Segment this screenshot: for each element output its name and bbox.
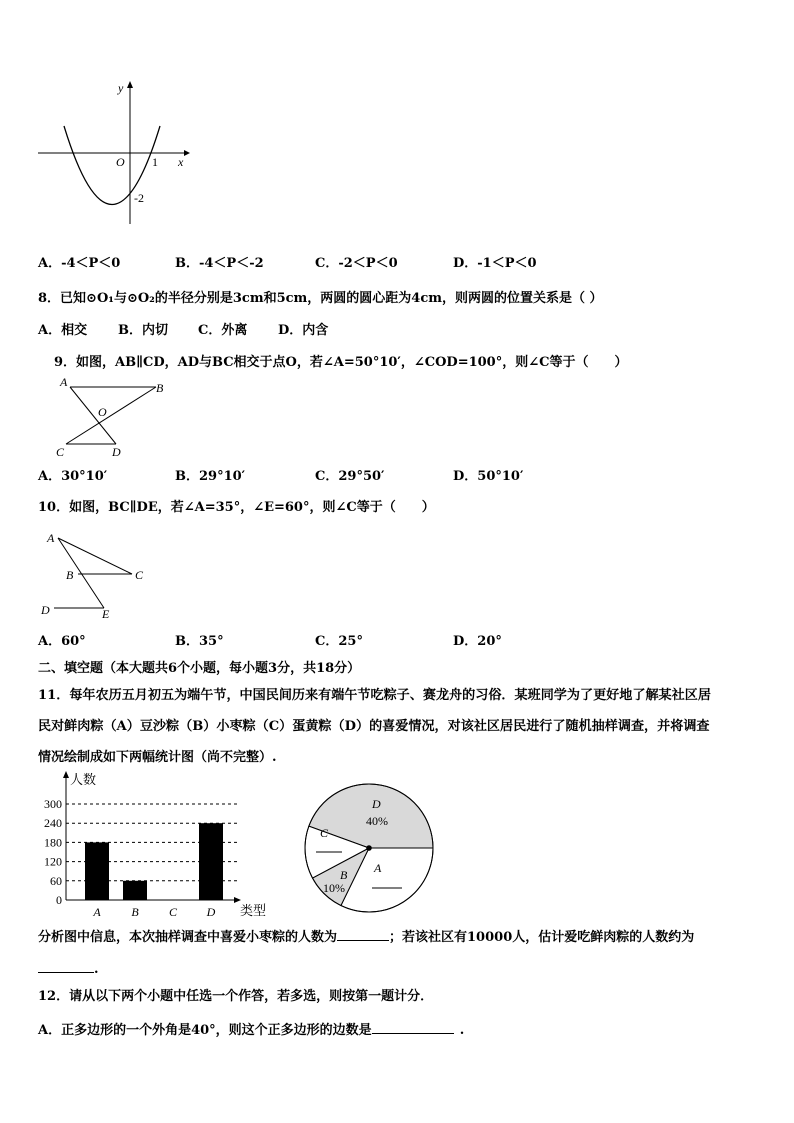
q8-option-b: B．内切 xyxy=(118,323,168,338)
parabola-figure xyxy=(34,78,194,228)
q9-option-c: C．29°50′ xyxy=(315,469,385,484)
label-a: A xyxy=(47,531,55,545)
q9-stem: 9．如图，AB∥CD，AD与BC相交于点O，若∠A=50°10′，∠COD=100°，则∠C等于（ ） xyxy=(54,355,628,370)
answer-blank-3[interactable] xyxy=(372,1019,454,1034)
q9-option-b: B．29°10′ xyxy=(175,469,246,484)
bar-b xyxy=(123,881,147,900)
label-e: E xyxy=(102,607,110,620)
bar-y-tick-label: 240 xyxy=(44,816,62,831)
y-axis-arrow xyxy=(127,81,133,88)
bar-y-axis-arrow xyxy=(63,771,69,778)
q12-part-a-end: . xyxy=(459,1023,465,1038)
pie-label-c: C xyxy=(320,826,329,840)
pie-percent-b: 10% xyxy=(323,881,345,895)
q7-option-a: A．-4＜P＜0 xyxy=(38,256,121,271)
label-d: D xyxy=(112,445,121,459)
x-tick-label: 1 xyxy=(152,155,158,169)
bar-d xyxy=(199,823,223,900)
section-title: 二、填空题（本大题共6个小题，每小题3分，共18分） xyxy=(38,661,361,676)
pie-label-d: D xyxy=(372,797,381,811)
bar-y-tick-label: 300 xyxy=(44,797,62,811)
origin-label: O xyxy=(116,155,125,169)
label-c: C xyxy=(135,568,144,582)
label-d: D xyxy=(41,603,50,617)
q12-part-a xyxy=(38,1019,464,1040)
segment-ad xyxy=(70,387,116,444)
q12-stem: 12．请从以下两个小题中任选一个作答，若多选，则按第一题计分． xyxy=(38,989,434,1004)
bar-category-label: C xyxy=(168,905,178,919)
pie-center-dot xyxy=(366,845,372,851)
q11-question-part-2: ；若该社区有10000人，估计爱吃鲜肉粽的人数约为 xyxy=(389,930,695,945)
bar-category-label: B xyxy=(131,905,139,919)
parabola-curve xyxy=(64,126,160,205)
segment-ae xyxy=(58,538,104,608)
label-b: B xyxy=(66,568,74,582)
q11-question-part-1: 分析图中信息，本次抽样调查中喜爱小枣粽的人数为 xyxy=(38,930,338,945)
q11-line-1: 11．每年农历五月初五为端午节，中国民间历来有端午节吃粽子、赛龙舟的习俗．某班同学为了更好地了解某社区居 xyxy=(38,688,711,703)
q11-question-cont xyxy=(38,958,99,979)
label-b: B xyxy=(156,381,164,395)
q8-option-c: C．外离 xyxy=(198,323,248,338)
answer-blank-1[interactable] xyxy=(337,926,389,941)
q9-figure xyxy=(56,374,172,460)
label-o: O xyxy=(98,405,107,419)
q10-figure xyxy=(36,526,152,620)
bar-y-tick-label: 120 xyxy=(44,854,62,869)
bar-a xyxy=(85,842,109,900)
pie-chart xyxy=(300,780,446,920)
q8-option-d: D．内含 xyxy=(278,323,329,338)
segment-bc xyxy=(66,387,156,444)
pie-label-b: B xyxy=(340,868,348,882)
q10-option-d: D．20° xyxy=(453,634,502,649)
y-axis-label: y xyxy=(118,81,124,95)
x-axis-label: x xyxy=(178,155,184,169)
q11-question xyxy=(38,926,694,947)
bar-chart xyxy=(30,770,280,920)
bar-y-axis-title: 人数 xyxy=(70,772,97,787)
pie-percent-d: 40% xyxy=(366,814,388,828)
bar-y-tick-label: 180 xyxy=(44,835,62,850)
q11-question-end: . xyxy=(94,962,99,977)
bar-category-label: D xyxy=(206,905,216,919)
q7-option-c: C．-2＜P＜0 xyxy=(315,256,398,271)
q10-option-a: A．60° xyxy=(38,634,86,649)
label-a: A xyxy=(60,375,68,389)
q11-line-2: 民对鲜肉粽（A）豆沙粽（B）小枣粽（C）蛋黄粽（D）的喜爱情况，对该社区居民进行了随机抽样调查，并将调查 xyxy=(38,719,710,734)
q10-stem: 10．如图，BC∥DE，若∠A=35°，∠E=60°，则∠C等于（ ） xyxy=(38,500,435,515)
q8-option-a: A．相交 xyxy=(38,323,88,338)
q10-option-c: C．25° xyxy=(315,634,363,649)
q7-option-b: B．-4＜P＜-2 xyxy=(175,256,264,271)
q8-stem: 8．已知⊙O₁与⊙O₂的半径分别是3cm和5cm，两圆的圆心距为4cm，则两圆的位置关系是（ ） xyxy=(38,291,603,306)
bar-x-axis-title: 类型 xyxy=(240,903,267,918)
q9-option-d: D．50°10′ xyxy=(453,469,524,484)
bar-category-label: A xyxy=(93,905,101,919)
q12-part-a-text: A．正多边形的一个外角是40°，则这个正多边形的边数是 xyxy=(38,1023,372,1038)
x-axis-arrow xyxy=(184,150,190,156)
q10-option-b: B．35° xyxy=(175,634,224,649)
answer-blank-2[interactable] xyxy=(38,958,94,973)
y-tick-label: -2 xyxy=(134,191,144,205)
q7-option-d: D．-1＜P＜0 xyxy=(453,256,537,271)
pie-label-a: A xyxy=(374,861,382,875)
q9-option-a: A．30°10′ xyxy=(38,469,108,484)
label-c: C xyxy=(56,445,65,459)
q11-line-3: 情况绘制成如下两幅统计图（尚不完整）. xyxy=(38,750,277,765)
bar-y-tick-label: 0 xyxy=(56,893,62,907)
bar-y-tick-label: 60 xyxy=(50,873,62,888)
